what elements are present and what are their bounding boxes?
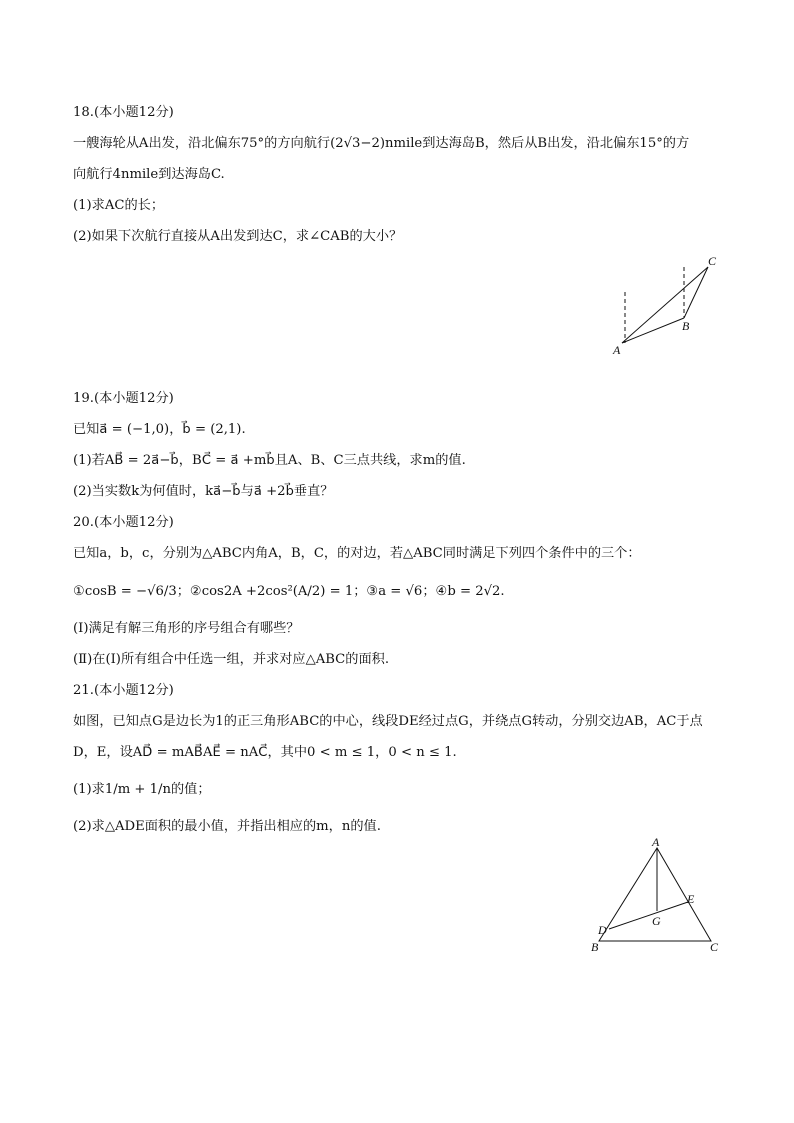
q21-figure (585, 835, 725, 960)
q21-header: 21.(本小题12分) (73, 683, 174, 698)
q18-figure (605, 250, 735, 360)
q21-stem-line2: D，E，设AD⃗ = mAB⃗AE⃗ = nAC⃗，其中0 < m ≤ 1，0 < n ≤ 1. (73, 745, 457, 760)
q18-part2: (2)如果下次航行直接从A出发到达C，求∠CAB的大小？ (73, 229, 403, 244)
label-b: B (682, 319, 690, 333)
label-a: A (613, 343, 621, 357)
q18-header: 18.(本小题12分) (73, 105, 174, 120)
segment-bc (684, 267, 708, 318)
q21-stem-line1: 如图，已知点G是边长为1的正三角形ABC的中心，线段DE经过点G，并绕点G转动，分别交边AB，AC于点 (73, 714, 703, 729)
label-c: C (708, 254, 717, 268)
q19-part2: (2)当实数k为何值时，ka⃗−b⃗与a⃗ +2b⃗垂直？ (73, 484, 334, 499)
q20-part2: (Ⅱ)在(Ⅰ)所有组合中任选一组，并求对应△ABC的面积. (73, 652, 390, 667)
q19-part1: (1)若AB⃗ = 2a⃗−b⃗，BC⃗ = a⃗ +mb⃗且A、B、C三点共线，求m的值. (73, 453, 466, 468)
label-a: A (652, 835, 660, 849)
label-e: E (687, 892, 695, 906)
q19-given: 已知a⃗ = (−1,0)，b⃗ = (2,1). (73, 422, 246, 437)
q20-stem: 已知a，b，c，分别为△ABC内角A，B，C，的对边，若△ABC同时满足下列四个条件中的三个： (73, 546, 641, 561)
q21-part2: (2)求△ADE面积的最小值，并指出相应的m，n的值. (73, 819, 381, 834)
segment-ac (622, 267, 708, 343)
q20-part1: (Ⅰ)满足有解三角形的序号组合有哪些？ (73, 621, 300, 636)
segment-ab (622, 318, 684, 343)
label-c: C (710, 940, 719, 954)
label-g: G (652, 914, 661, 928)
q19-header: 19.(本小题12分) (73, 391, 174, 406)
label-b: B (591, 940, 599, 954)
q18-stem-line2: 向航行4nmile到达海岛C. (73, 167, 225, 182)
q21-part1: (1)求1/m + 1/n的值； (73, 782, 211, 797)
q20-conditions: ①cosB = −√6/3；②cos2A +2cos²(A/2) = 1；③a = √6；④b = 2√2. (73, 584, 505, 599)
q18-stem-line1: 一艘海轮从A出发，沿北偏东75°的方向航行(2√3−2)nmile到达海岛B，然后从B出发，沿北偏东15°的方 (73, 136, 690, 151)
q20-header: 20.(本小题12分) (73, 515, 174, 530)
label-d: D (598, 923, 607, 937)
q18-part1: (1)求AC的长； (73, 198, 165, 213)
